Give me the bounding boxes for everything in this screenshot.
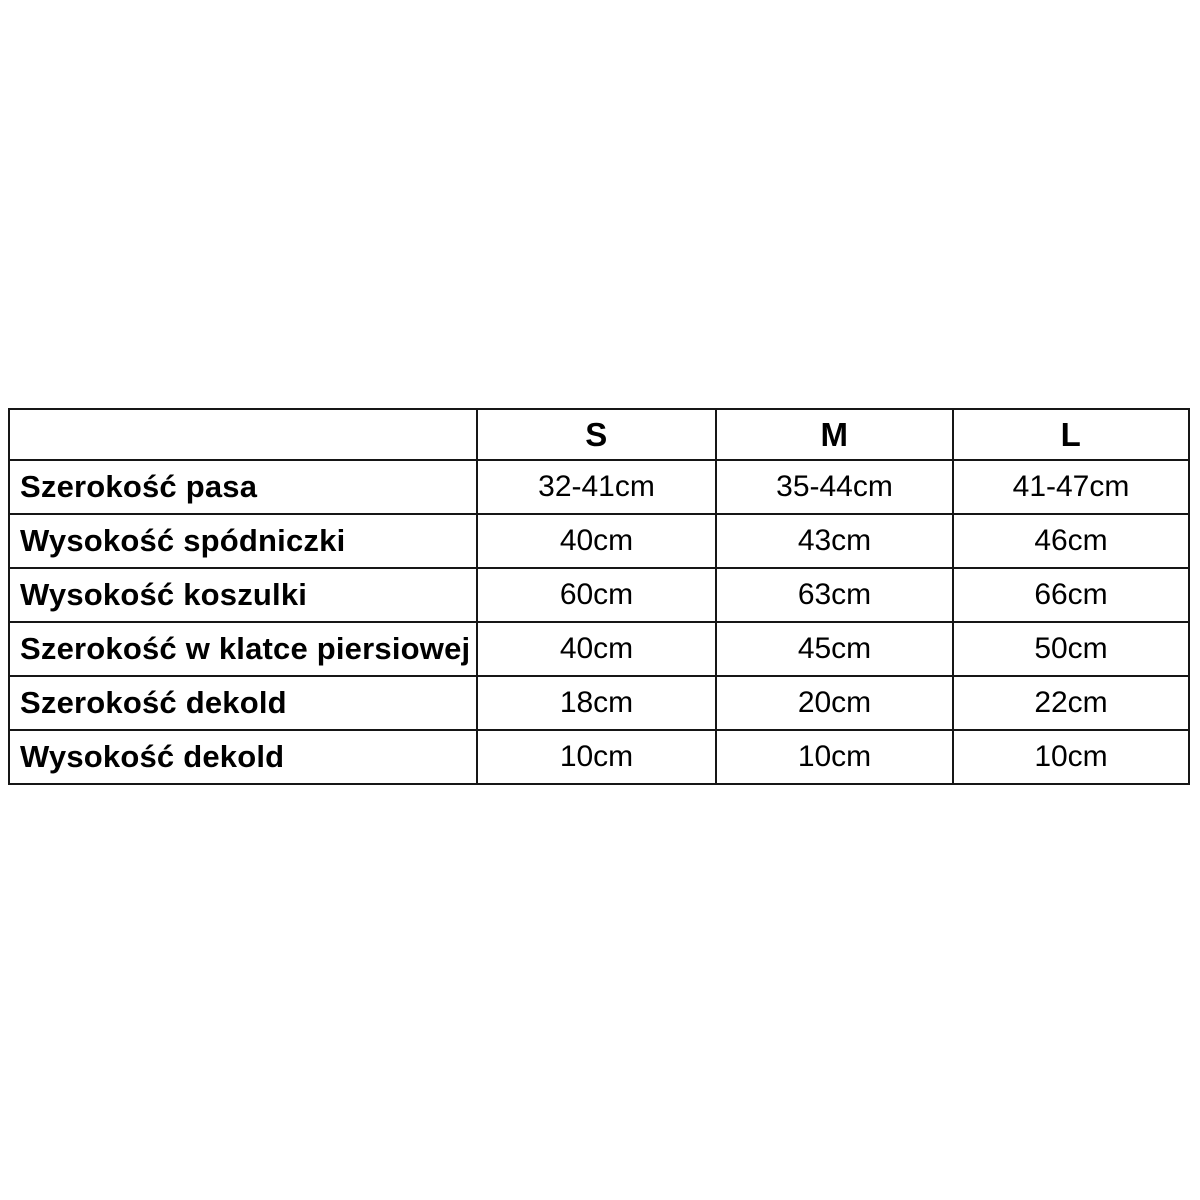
cell-value-m: 20cm <box>716 676 953 730</box>
cell-value-l: 66cm <box>953 568 1189 622</box>
cell-value-s: 10cm <box>477 730 716 784</box>
cell-value-m: 45cm <box>716 622 953 676</box>
row-label: Szerokość w klatce piersiowej <box>9 622 477 676</box>
header-size-m: M <box>716 409 953 460</box>
row-label: Wysokość koszulki <box>9 568 477 622</box>
cell-value-s: 32-41cm <box>477 460 716 514</box>
cell-value-l: 41-47cm <box>953 460 1189 514</box>
cell-value-s: 60cm <box>477 568 716 622</box>
row-label: Wysokość dekold <box>9 730 477 784</box>
header-row <box>9 409 1189 460</box>
cell-value-l: 10cm <box>953 730 1189 784</box>
row-label: Wysokość spódniczki <box>9 514 477 568</box>
cell-value-m: 63cm <box>716 568 953 622</box>
cell-value-m: 35-44cm <box>716 460 953 514</box>
table-row-waist-width <box>9 460 1189 514</box>
row-label: Szerokość pasa <box>9 460 477 514</box>
table-row-chest-width <box>9 622 1189 676</box>
header-blank-cell <box>9 409 477 460</box>
size-chart-table <box>8 408 1190 785</box>
cell-value-s: 40cm <box>477 514 716 568</box>
header-size-s: S <box>477 409 716 460</box>
cell-value-l: 46cm <box>953 514 1189 568</box>
cell-value-l: 22cm <box>953 676 1189 730</box>
table-row-neckline-width <box>9 676 1189 730</box>
cell-value-s: 18cm <box>477 676 716 730</box>
table-row-skirt-height <box>9 514 1189 568</box>
table-row-shirt-height <box>9 568 1189 622</box>
row-label: Szerokość dekold <box>9 676 477 730</box>
cell-value-m: 43cm <box>716 514 953 568</box>
header-size-l: L <box>953 409 1189 460</box>
cell-value-m: 10cm <box>716 730 953 784</box>
cell-value-s: 40cm <box>477 622 716 676</box>
table-row-neckline-height <box>9 730 1189 784</box>
cell-value-l: 50cm <box>953 622 1189 676</box>
